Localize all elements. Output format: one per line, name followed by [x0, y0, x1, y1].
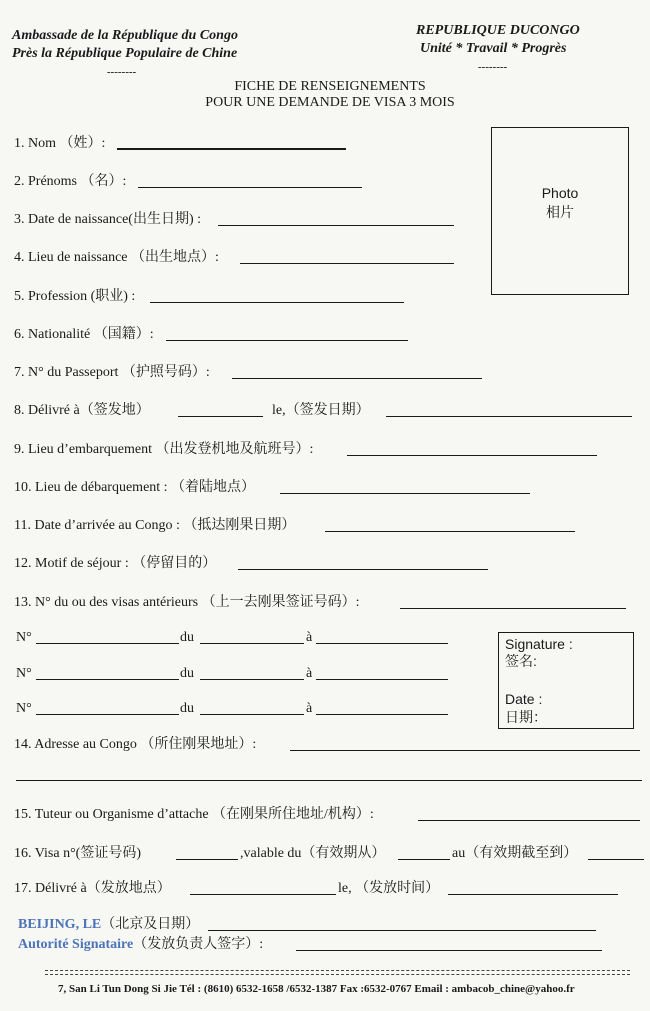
field-adresse-label: 14. Adresse au Congo （所住刚果地址）:: [14, 737, 257, 752]
field-delivre-temps-line[interactable]: [448, 894, 618, 895]
embassy-header: [12, 27, 238, 81]
field-visas-anterieurs-line[interactable]: [400, 608, 626, 609]
field-delivre-label: 8. Délivré à（签发地）: [14, 403, 150, 418]
autorite-row: [18, 936, 263, 954]
prior-visa-2-a: à: [306, 666, 313, 681]
field-visa-no-line[interactable]: [176, 859, 238, 860]
republic-header: [416, 22, 580, 76]
prior-visa-2-du-line[interactable]: [200, 679, 304, 680]
prior-visa-2-a-line[interactable]: [316, 679, 448, 680]
republic-motto: Unité * Travail * Progrès: [420, 41, 567, 56]
prior-visa-3-du: du: [180, 701, 194, 716]
footer-divider-2: [45, 974, 630, 975]
field-motif-line[interactable]: [238, 569, 488, 570]
embassy-name: Ambassade de la République du Congo: [12, 28, 238, 43]
field-date-naissance-label: 3. Date de naissance(出生日期) :: [14, 212, 201, 227]
field-valable-au-label: au（有效期截至到）: [452, 846, 578, 861]
field-nom-label: 1. Nom （姓）:: [14, 136, 106, 151]
field-nationalite-label: 6. Nationalité （国籍）:: [14, 327, 154, 342]
autorite-line[interactable]: [296, 950, 602, 951]
prior-visa-1-du-line[interactable]: [200, 643, 304, 644]
beijing-label-cn: （北京及日期）: [101, 917, 200, 932]
field-tuteur-label: 15. Tuteur ou Organisme d’attache （在刚果所住地址/机构）:: [14, 807, 374, 822]
field-visa-no-label: 16. Visa n°(签证号码): [14, 846, 141, 861]
field-tuteur-line[interactable]: [418, 820, 640, 821]
field-debarquement-line[interactable]: [280, 493, 530, 494]
signature-box[interactable]: [498, 632, 634, 729]
photo-label: Photo: [541, 185, 579, 201]
field-delivre-temps-label: le, （发放时间）: [338, 881, 440, 896]
field-visas-anterieurs-label: 13. N° du ou des visas antérieurs （上一去刚果签证号码）:: [14, 595, 360, 610]
prior-visa-3-a: à: [306, 701, 313, 716]
prior-visa-3-du-line[interactable]: [200, 714, 304, 715]
autorite-label: Autorité Signataire: [18, 937, 134, 952]
field-valable-du-line[interactable]: [398, 859, 450, 860]
date-label: Date :: [505, 691, 543, 707]
signature-label: Signature :: [505, 636, 573, 652]
field-delivre-lieu-line[interactable]: [190, 894, 336, 895]
field-lieu-naissance-line[interactable]: [240, 263, 454, 264]
date-label-cn: 日期：: [505, 709, 547, 725]
field-debarquement-label: 10. Lieu de débarquement : （着陆地点）: [14, 480, 256, 495]
field-adresse-line[interactable]: [290, 750, 640, 751]
field-arrivee-label: 11. Date d’arrivée au Congo : （抵达刚果日期）: [14, 518, 296, 533]
field-passeport-label: 7. N° du Passeport （护照号码）:: [14, 365, 210, 380]
field-embarquement-line[interactable]: [347, 455, 597, 456]
photo-box[interactable]: [491, 127, 629, 295]
field-valable-du-label: ,valable du（有效期从）: [240, 846, 386, 861]
form-title: [180, 79, 480, 111]
footer-contact: 7, San Li Tun Dong Si Jie Tél : (8610) 6532-1658 /6532-1387 Fax :6532-0767 Email : ambacob_chine@yahoo.fr: [58, 983, 575, 995]
photo-label-cn: 相片: [546, 204, 574, 220]
prior-visa-1-a-line[interactable]: [316, 643, 448, 644]
prior-visa-1-no-line[interactable]: [36, 643, 179, 644]
field-delivre-date-label: le,（签发日期）: [272, 403, 370, 418]
field-nationalite-line[interactable]: [166, 340, 408, 341]
prior-visa-1-no: N°: [16, 630, 32, 645]
field-valable-au-line[interactable]: [588, 859, 644, 860]
form-title-line1: FICHE DE RENSEIGNEMENTS: [234, 79, 426, 94]
field-adresse-line-2[interactable]: [16, 780, 642, 781]
field-nom-line[interactable]: [117, 148, 346, 150]
header-dashes-left: --------: [107, 66, 137, 78]
form-title-line2: POUR UNE DEMANDE DE VISA 3 MOIS: [205, 95, 455, 110]
prior-visa-3-a-line[interactable]: [316, 714, 448, 715]
autorite-label-cn: （发放负责人签字）:: [133, 937, 264, 952]
field-profession-label: 5. Profession (职业) :: [14, 289, 136, 304]
field-date-naissance-line[interactable]: [218, 225, 454, 226]
field-prenoms-label: 2. Prénoms （名）:: [14, 174, 127, 189]
header-dashes-right: --------: [478, 61, 508, 73]
prior-visa-3-no-line[interactable]: [36, 714, 179, 715]
field-delivre-date-line[interactable]: [386, 416, 632, 417]
republic-name: REPUBLIQUE DUCONGO: [416, 23, 580, 38]
prior-visa-1-du: du: [180, 630, 194, 645]
field-prenoms-line[interactable]: [138, 187, 362, 188]
prior-visa-2-du: du: [180, 666, 194, 681]
field-motif-label: 12. Motif de séjour : （停留目的）: [14, 556, 217, 571]
field-arrivee-line[interactable]: [325, 531, 575, 532]
field-passeport-line[interactable]: [232, 378, 482, 379]
prior-visa-3-no: N°: [16, 701, 32, 716]
prior-visa-1-a: à: [306, 630, 313, 645]
signature-label-cn: 签名:: [505, 653, 537, 669]
prior-visa-2-no-line[interactable]: [36, 679, 179, 680]
beijing-row: [18, 916, 199, 934]
field-lieu-naissance-label: 4. Lieu de naissance （出生地点）:: [14, 250, 219, 265]
beijing-line[interactable]: [208, 930, 596, 931]
embassy-location: Près la République Populaire de Chine: [12, 46, 238, 61]
field-delivre-line[interactable]: [178, 416, 263, 417]
field-profession-line[interactable]: [150, 302, 404, 303]
prior-visa-2-no: N°: [16, 666, 32, 681]
beijing-label: BEIJING, LE: [18, 917, 102, 932]
footer-divider-1: [45, 970, 630, 971]
field-delivre-lieu-label: 17. Délivré à（发放地点）: [14, 881, 171, 896]
field-embarquement-label: 9. Lieu d’embarquement （出发登机地及航班号）:: [14, 442, 314, 457]
